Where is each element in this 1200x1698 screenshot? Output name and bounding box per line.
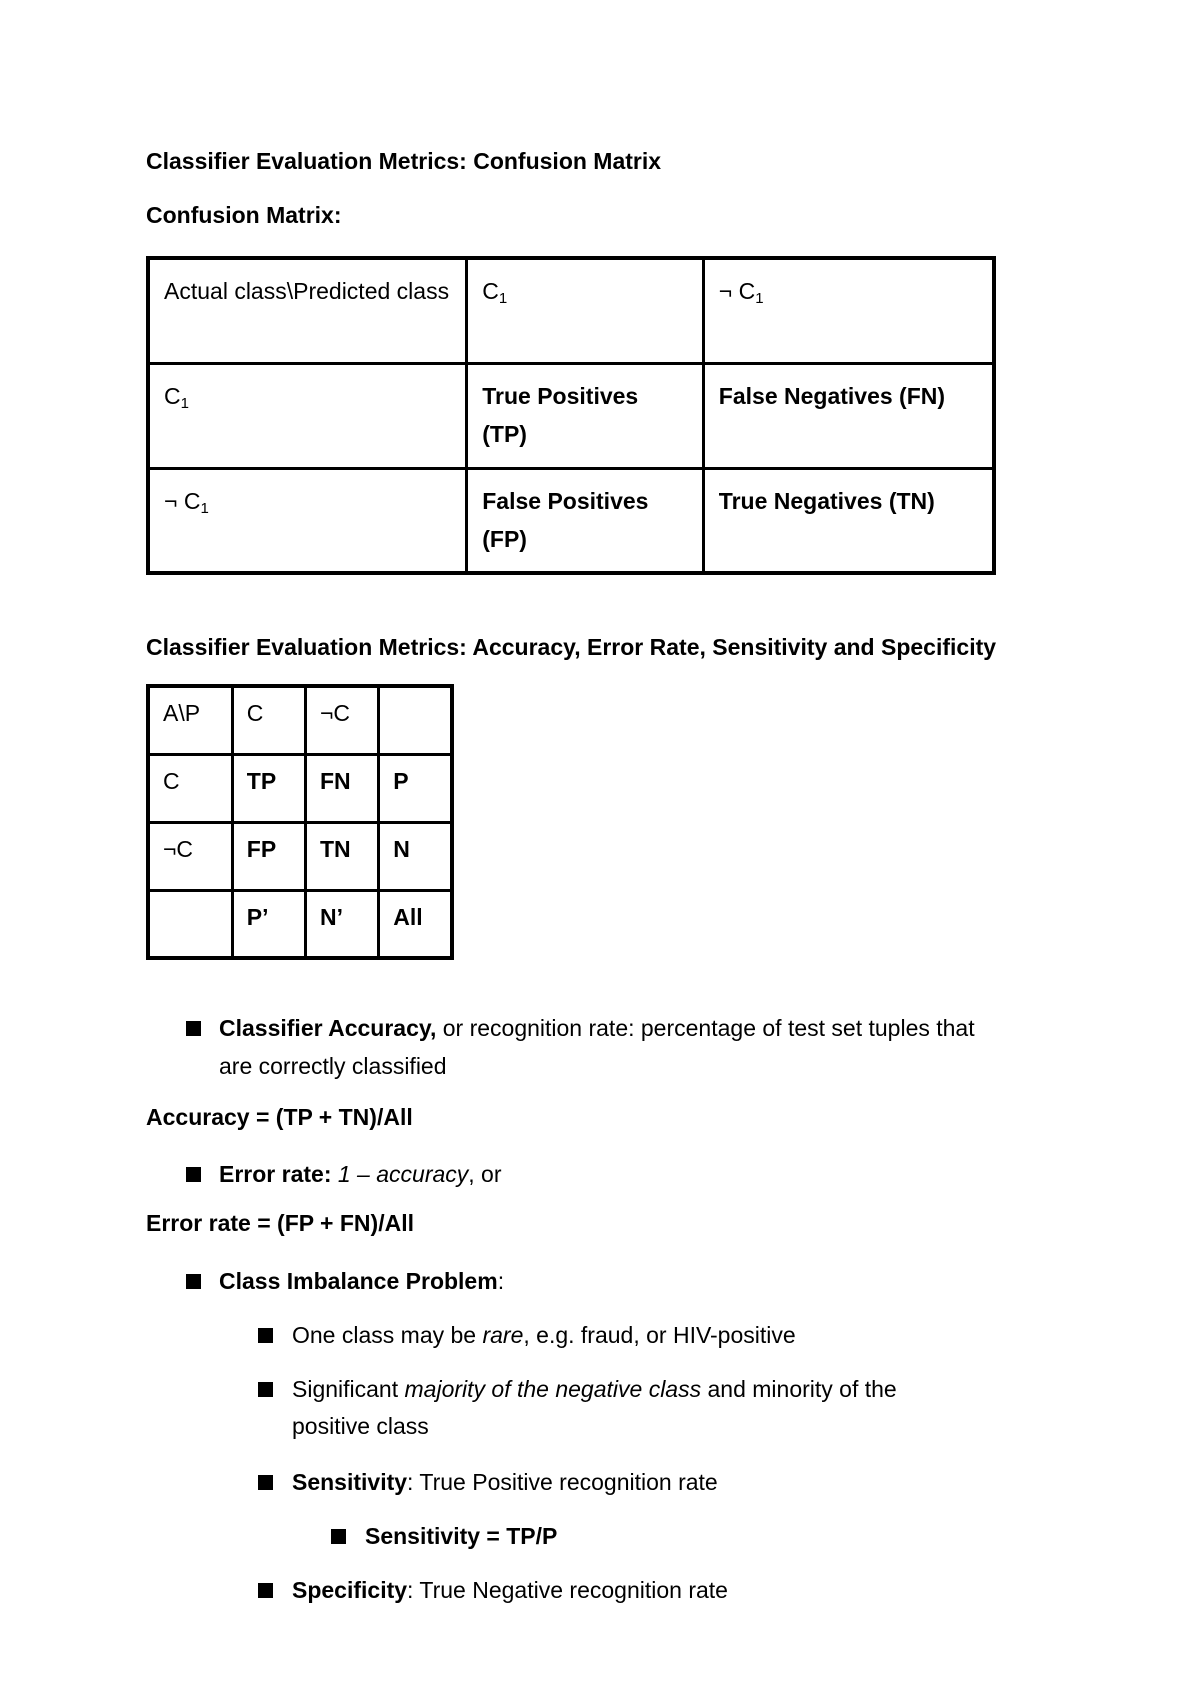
table-row (148, 258, 994, 363)
table-row (148, 363, 994, 468)
table-cell (703, 468, 994, 573)
table-cell: ¬C (306, 686, 379, 754)
table-cell: TP (232, 754, 305, 822)
bold-term: Sensitivity (292, 1469, 408, 1495)
bullet-text: : (497, 1268, 505, 1294)
bullet-text: and minority of the (701, 1376, 897, 1402)
bullet-text: : True Negative recognition rate (407, 1577, 728, 1603)
table-cell: All (379, 890, 452, 958)
summary-matrix-table (146, 684, 454, 960)
cell-text: Actual class\Predicted class (164, 278, 450, 304)
table-cell (467, 258, 704, 363)
table-cell (148, 468, 467, 573)
subscript: 1 (498, 290, 508, 307)
bullet-square-icon (186, 1167, 201, 1182)
table-cell: C (232, 686, 305, 754)
sensitivity-formula: Sensitivity = TP/P (365, 1523, 558, 1549)
table-cell (379, 686, 452, 754)
cell-text: ¬ C (718, 278, 756, 304)
cell-text: True Positives (TP) (482, 382, 639, 447)
table-cell: A\P (148, 686, 232, 754)
table-cell: N’ (306, 890, 379, 958)
table-cell (703, 258, 994, 363)
heading-confusion-matrix-metrics: Classifier Evaluation Metrics: Confusion Matrix (146, 148, 662, 174)
italic-term: majority of the negative class (404, 1376, 702, 1402)
accuracy-formula: Accuracy = (TP + TN)/All (146, 1104, 413, 1130)
table-cell: TN (306, 822, 379, 890)
heading-confusion-matrix: Confusion Matrix: (146, 202, 342, 228)
cell-text: ¬ C (164, 487, 201, 514)
heading-accuracy-metrics: Classifier Evaluation Metrics: Accuracy, Error Rate, Sensitivity and Specificity (146, 634, 997, 660)
bold-term: Classifier Accuracy, (219, 1015, 437, 1041)
bold-term: Error rate: (219, 1161, 332, 1187)
cell-text: C (164, 382, 181, 409)
cell-text: True Negatives (TN) (718, 487, 935, 514)
cell-text: C (482, 278, 499, 304)
bullet-accuracy (219, 1010, 975, 1047)
cell-text: False Negatives (FN) (718, 382, 946, 409)
table-cell: P’ (232, 890, 305, 958)
italic-term: rare (482, 1322, 524, 1348)
table-cell: P (379, 754, 452, 822)
table-row (148, 822, 452, 890)
bullet-error-rate (219, 1156, 502, 1193)
table-row (148, 754, 452, 822)
bullet-specificity (292, 1572, 728, 1609)
bullet-class-imbalance (219, 1263, 504, 1300)
bullet-text: or recognition rate: percentage of test set tuples that (436, 1015, 975, 1041)
bullet-text: : True Positive recognition rate (407, 1469, 718, 1495)
bullet-square-icon (258, 1475, 273, 1490)
subscript: 1 (180, 394, 189, 412)
table-cell (467, 363, 704, 468)
table-cell (148, 890, 232, 958)
confusion-matrix-table (146, 256, 996, 575)
bullet-text: One class may be (292, 1322, 483, 1348)
italic-term: 1 – accuracy (331, 1161, 469, 1187)
table-cell (148, 258, 467, 363)
bullet-square-icon (258, 1328, 273, 1343)
table-cell (148, 363, 467, 468)
bullet-sensitivity (292, 1464, 718, 1501)
bullet-square-icon (331, 1529, 346, 1544)
bullet-text: , e.g. fraud, or HIV-positive (523, 1322, 796, 1348)
table-cell: N (379, 822, 452, 890)
bullet-square-icon (258, 1382, 273, 1397)
table-row (148, 686, 452, 754)
table-cell: C (148, 754, 232, 822)
bullet-square-icon (186, 1274, 201, 1289)
cell-text: False Positives (FP) (482, 487, 649, 552)
subscript: 1 (755, 290, 764, 307)
bullet-text: Significant (292, 1376, 405, 1402)
table-cell: ¬C (148, 822, 232, 890)
bullet-majority-continued: positive class (292, 1413, 429, 1439)
table-cell (467, 468, 704, 573)
bullet-text: , or (468, 1161, 502, 1187)
bullet-accuracy-continued: are correctly classified (219, 1053, 447, 1079)
table-cell: FN (306, 754, 379, 822)
table-row (148, 890, 452, 958)
subscript: 1 (200, 499, 209, 517)
bold-term: Class Imbalance Problem (219, 1268, 498, 1294)
bullet-square-icon (186, 1021, 201, 1036)
bullet-square-icon (258, 1583, 273, 1598)
table-row (148, 468, 994, 573)
bullet-majority (292, 1371, 897, 1408)
table-cell: FP (232, 822, 305, 890)
table-cell (703, 363, 994, 468)
error-rate-formula: Error rate = (FP + FN)/All (146, 1210, 414, 1236)
bullet-rare-class (292, 1317, 796, 1354)
bold-term: Specificity (292, 1577, 408, 1603)
